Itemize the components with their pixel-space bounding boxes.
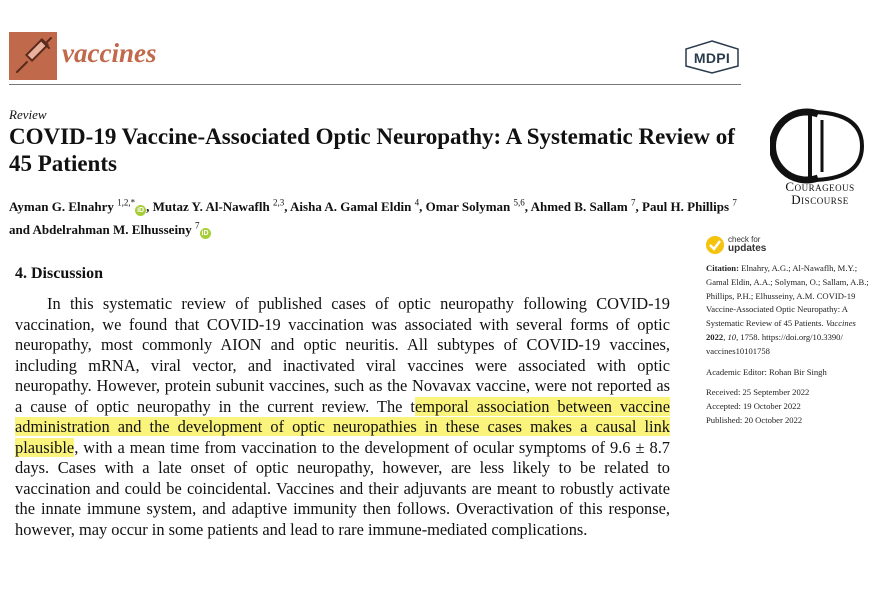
publisher-name: MDPI [693, 50, 731, 66]
sidebar [706, 262, 876, 428]
journal-logo [9, 32, 57, 80]
syringe-icon [9, 32, 57, 80]
journal-name: vaccines [62, 38, 157, 68]
article-title: COVID-19 Vaccine-Associated Optic Neuropathy: A Systematic Review of 45 Patients [9, 124, 735, 176]
author: Ayman G. Elnahry $^{1,2,*}$iD , [9, 198, 153, 215]
section-body: In this systematic review of published cases of optic neuropathy following COVID-19 vaccination, we found that COVID-19 vaccination was associated with several forms of optic neuropathy, most commonly AION and optic neuritis. All subtypes of COVID-19 vaccines, including mRNA, viral vector, and inactivated viral vaccines were associated with optic neuropathy. However, protein subunit vaccines, such as the Novavax vaccine, were not reported as a cause of optic neuropathy in the current review. The temporal association between vaccine administration and the development of optic neuropathies in these cases makes a causal link plausible, with a mean time from vaccination to the development of ocular symptoms of 9.6 ± 8.7 days. Cases with a late onset of optic neuropathy, however, are less likely to be related to vaccination and could be coincidental. Vaccines and their adjuvants are meant to robustly activate the innate immune system, and adaptive immunity then follows. Overactivation of this response, however, may occur in some patients and lead to rare immune-mediated complications. [15, 294, 670, 539]
author-list [9, 194, 754, 239]
author: Ahmed B. Sallam $^7$, [530, 198, 642, 215]
accepted-date: Accepted: 19 October 2022 [706, 401, 801, 412]
author: Abdelrahman M. Elhusseiny $^7$iD [32, 220, 209, 237]
orcid-icon[interactable]: iD [137, 207, 145, 215]
watermark-monogram [770, 106, 870, 186]
author: Paul H. Phillips $^7$ and [9, 198, 737, 237]
check-updates-icon[interactable] [706, 236, 724, 254]
highlighted-text: emporal association between vaccine administration and the development of optic neuropathies in these cases makes a causal link plausible [15, 396, 670, 457]
author: Omar Solyman $^{5,6}$, [425, 198, 531, 215]
academic-editor: Academic Editor: Rohan Bir Singh [706, 366, 827, 377]
section-heading: 4. Discussion [15, 265, 104, 282]
header-divider [9, 84, 741, 85]
watermark-text: Courageous Discourse [785, 179, 855, 207]
citation: Citation: Elnahry, A.G.; Al-Nawaflh, M.Y.; Gamal Eldin, A.A.; Solyman, O.; Sallam, A.B.; Phillips, P.H.; Elhusseiny, A.M. COVID-19 Vaccine-Associated Optic Neuropathy: A Systematic Review of 45 Patients. Vaccines 2022, 10, 1758. https://doi.org/10.3390/ vaccines10101758 [706, 263, 869, 356]
published-date: Published: 20 October 2022 [706, 414, 803, 425]
check-updates-label[interactable]: check for updates [728, 235, 767, 254]
author: Mutaz Y. Al-Nawaflh $^{2,3}$, [152, 198, 291, 215]
article-type: Review [9, 107, 47, 122]
received-date: Received: 25 September 2022 [706, 387, 810, 398]
author: Aisha A. Gamal Eldin $^4$, [290, 198, 426, 215]
orcid-icon[interactable]: iD [201, 229, 209, 237]
